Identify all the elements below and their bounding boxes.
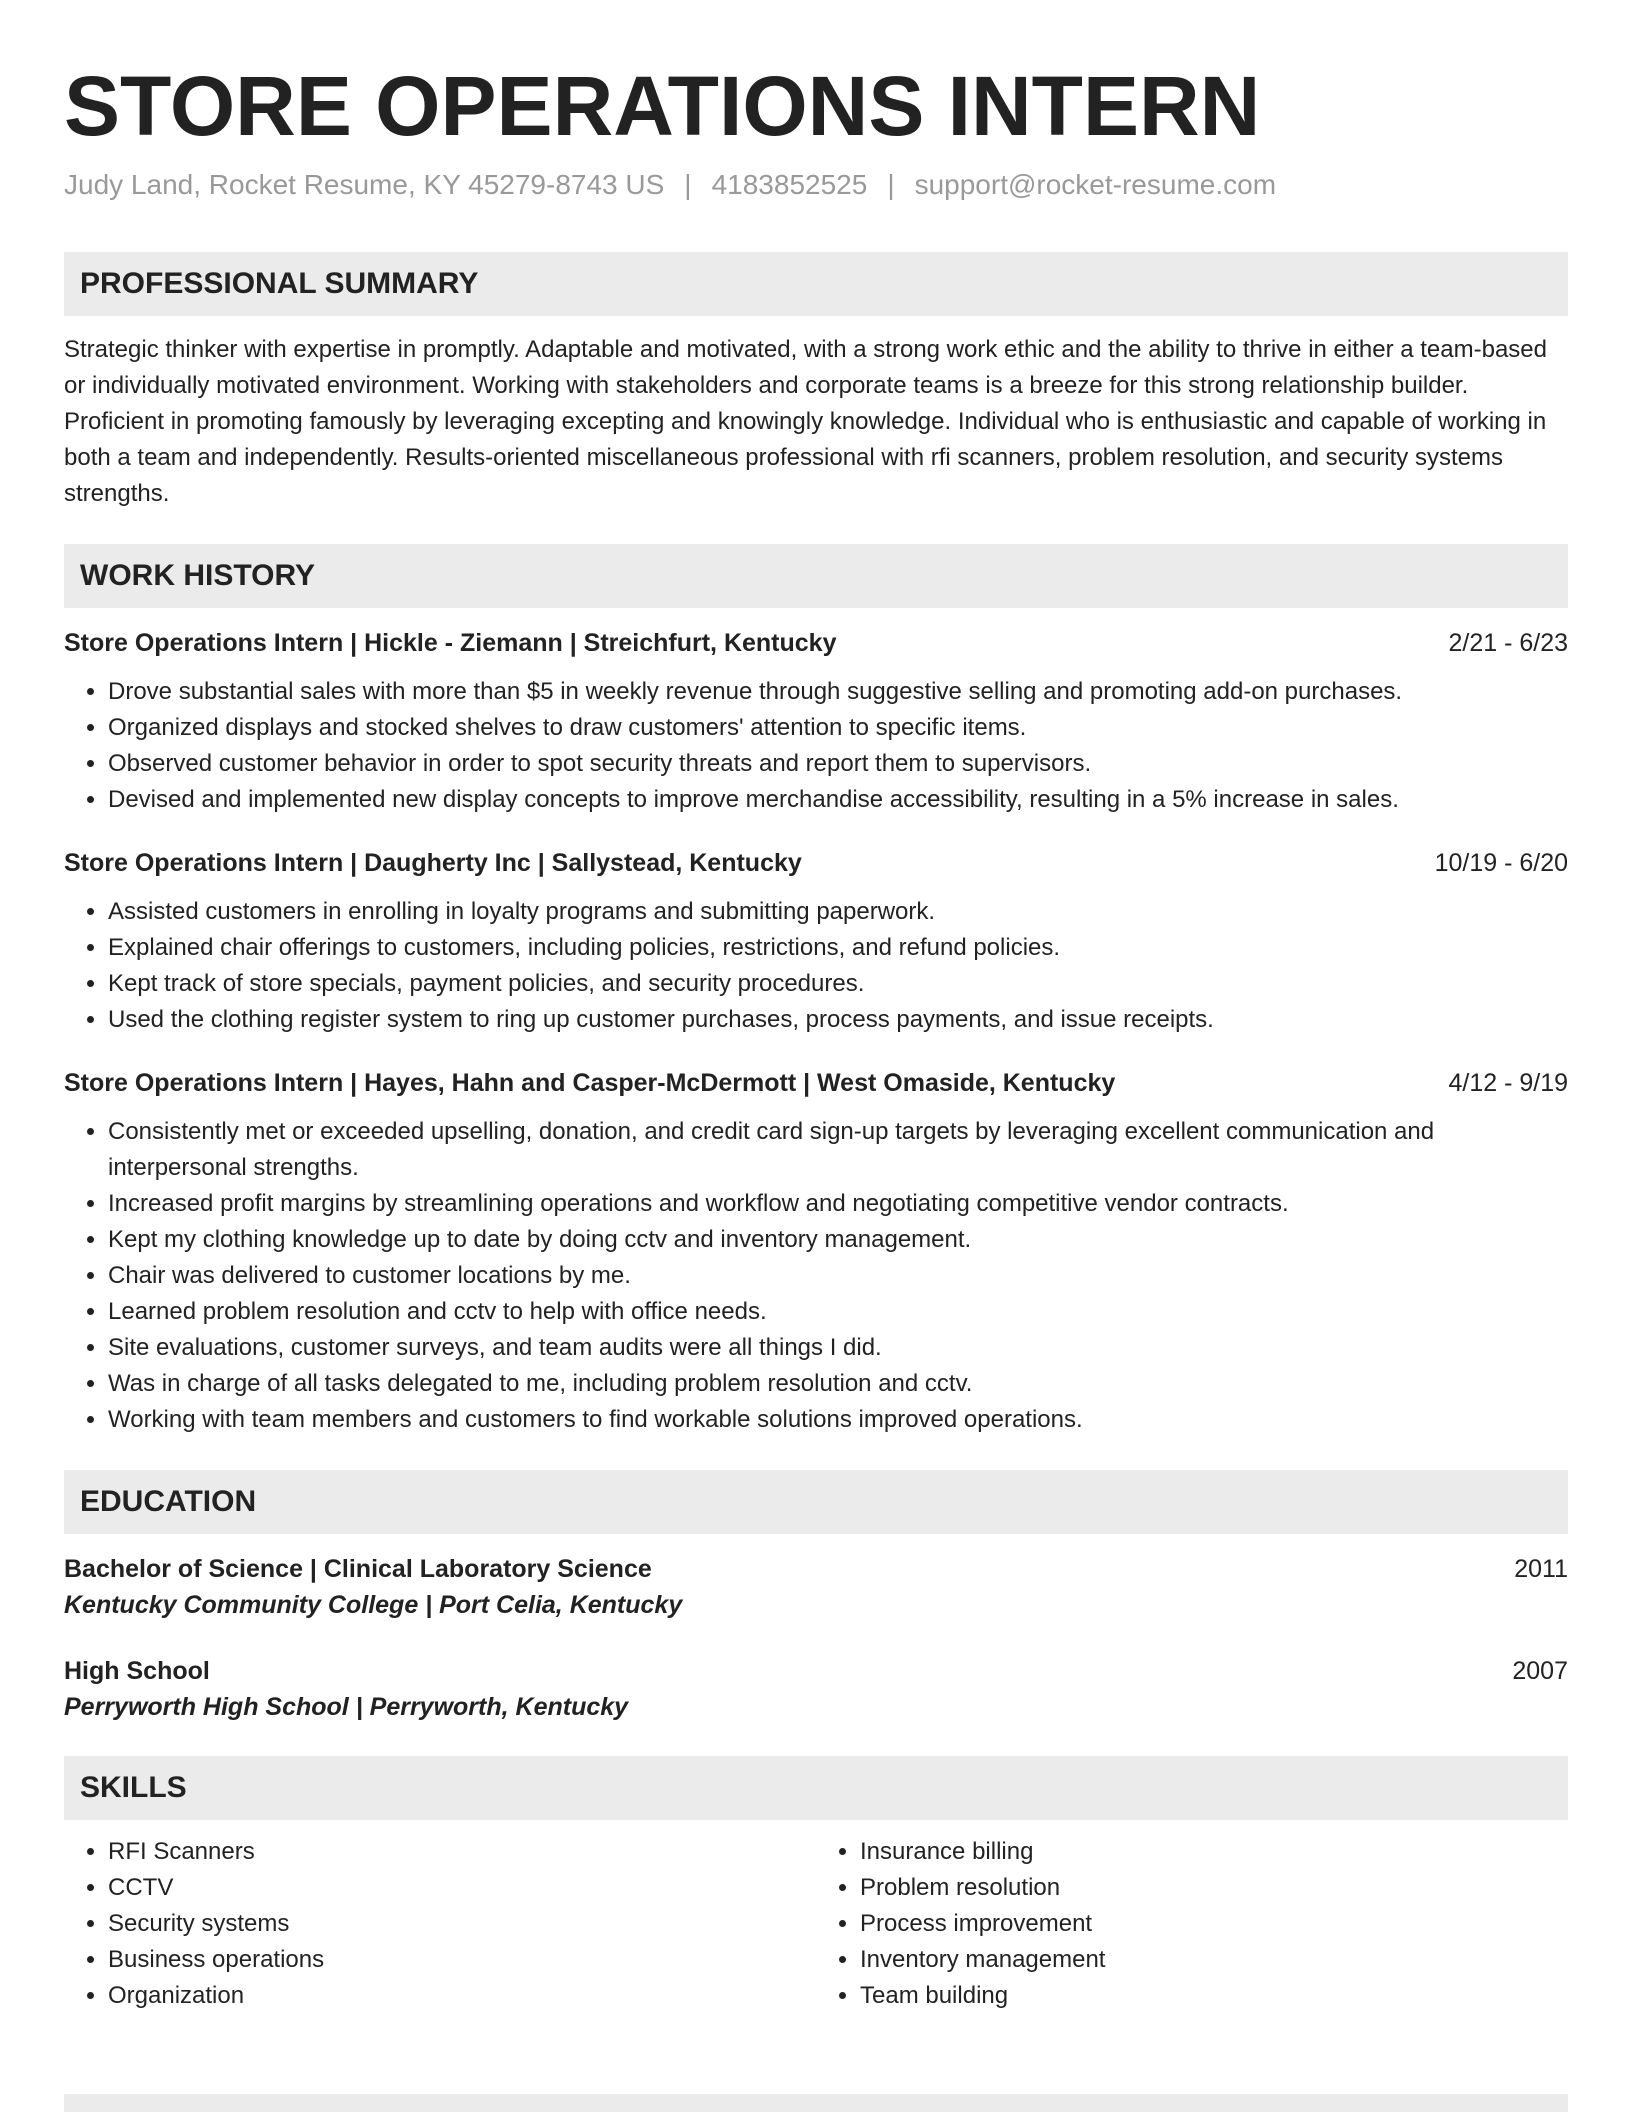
section-heading-summary: PROFESSIONAL SUMMARY — [64, 252, 1568, 316]
job-bullet: • Consistently met or exceeded upselling, donation, and credit card sign-up targets by leveraging excellent communication and interpersonal strengths. — [108, 1114, 1568, 1186]
job-entry — [64, 846, 1568, 1038]
skills-list-left — [64, 1834, 816, 2014]
job-entry — [64, 626, 1568, 818]
education-entry — [64, 1552, 1568, 1624]
education-school: Kentucky Community College | Port Celia, Kentucky — [64, 1591, 683, 1619]
job-header — [64, 626, 1568, 660]
contact-line — [64, 168, 1568, 202]
job-bullet: • Increased profit margins by streamlining operations and workflow and negotiating competitive vendor contracts. — [108, 1186, 1568, 1222]
skill-item: • Team building — [860, 1978, 1568, 2014]
contact-email: support@rocket-resume.com — [914, 169, 1277, 200]
section-heading-education: EDUCATION — [64, 1470, 1568, 1534]
job-entry — [64, 1066, 1568, 1438]
section-heading-work-history: WORK HISTORY — [64, 544, 1568, 608]
job-bullet: • Drove substantial sales with more than $5 in weekly revenue through suggestive selling and promoting add-on purchases. — [108, 674, 1568, 710]
skill-item: • Problem resolution — [860, 1870, 1568, 1906]
job-bullet: • Kept my clothing knowledge up to date by doing cctv and inventory management. — [108, 1222, 1568, 1258]
skill-item: • RFI Scanners — [108, 1834, 816, 1870]
job-bullet: • Assisted customers in enrolling in loyalty programs and submitting paperwork. — [108, 894, 1568, 930]
job-bullet: • Organized displays and stocked shelves to draw customers' attention to specific items. — [108, 710, 1568, 746]
skill-item: • Process improvement — [860, 1906, 1568, 1942]
job-bullet: • Used the clothing register system to ring up customer purchases, process payments, and issue receipts. — [108, 1002, 1568, 1038]
contact-phone: 4183852525 — [711, 169, 868, 200]
contact-separator: | — [887, 169, 895, 200]
job-dates: 4/12 - 9/19 — [1448, 1069, 1568, 1097]
job-title: Store Operations Intern | Daugherty Inc | Sallystead, Kentucky — [64, 849, 802, 877]
skills-list-right — [816, 1834, 1568, 2014]
skill-item: • Security systems — [108, 1906, 816, 1942]
resume-title: STORE OPERATIONS INTERN — [64, 59, 1261, 153]
job-bullet: • Was in charge of all tasks delegated to me, including problem resolution and cctv. — [108, 1366, 1568, 1402]
job-bullets — [64, 1114, 1568, 1438]
education-year: 2007 — [1512, 1657, 1568, 1685]
job-bullets — [64, 674, 1568, 818]
job-title: Store Operations Intern | Hayes, Hahn and Casper-McDermott | West Omaside, Kentucky — [64, 1069, 1116, 1097]
skill-item: • Inventory management — [860, 1942, 1568, 1978]
contact-address: Judy Land, Rocket Resume, KY 45279-8743 US — [64, 169, 665, 200]
summary-text: Strategic thinker with expertise in promptly. Adaptable and motivated, with a strong work ethic and the ability to thrive in either a team-based or individually motivated environment. Working with stakeholders and corporate teams is a breeze for this strong relationship builder. Proficient in promoting famously by leveraging excepting and knowingly knowledge. Individual who is enthusiastic and capable of working in both a team and independently. Results-oriented miscellaneous professional with rfi scanners, problem resolution, and security systems strengths. — [64, 336, 1547, 507]
education-school: Perryworth High School | Perryworth, Kentucky — [64, 1693, 629, 1721]
education-year: 2011 — [1514, 1555, 1568, 1583]
education-header — [64, 1552, 1568, 1586]
job-dates: 2/21 - 6/23 — [1448, 629, 1568, 657]
job-bullets — [64, 894, 1568, 1038]
section-heading-skills: SKILLS — [64, 1756, 1568, 1820]
job-bullet: • Explained chair offerings to customers, including policies, restrictions, and refund policies. — [108, 930, 1568, 966]
contact-separator: | — [684, 169, 692, 200]
skills-columns — [64, 1834, 1568, 2014]
job-bullet: • Chair was delivered to customer locations by me. — [108, 1258, 1568, 1294]
job-bullet: • Working with team members and customers to find workable solutions improved operations. — [108, 1402, 1568, 1438]
education-degree: High School — [64, 1657, 210, 1685]
job-header — [64, 846, 1568, 880]
skill-item: • Insurance billing — [860, 1834, 1568, 1870]
education-entry — [64, 1654, 1568, 1726]
job-title: Store Operations Intern | Hickle - Ziemann | Streichfurt, Kentucky — [64, 629, 837, 657]
job-dates: 10/19 - 6/20 — [1434, 849, 1568, 877]
job-bullet: • Kept track of store specials, payment policies, and security procedures. — [108, 966, 1568, 1002]
skill-item: • Organization — [108, 1978, 816, 2014]
education-header — [64, 1654, 1568, 1688]
education-degree: Bachelor of Science | Clinical Laboratory Science — [64, 1555, 652, 1583]
job-bullet: • Devised and implemented new display concepts to improve merchandise accessibility, resulting in a 5% increase in sales. — [108, 782, 1568, 818]
skill-item: • Business operations — [108, 1942, 816, 1978]
job-bullet: • Site evaluations, customer surveys, and team audits were all things I did. — [108, 1330, 1568, 1366]
job-bullet: • Observed customer behavior in order to spot security threats and report them to supervisors. — [108, 746, 1568, 782]
next-section-heading-bar — [64, 2094, 1568, 2112]
job-bullet: • Learned problem resolution and cctv to help with office needs. — [108, 1294, 1568, 1330]
job-header — [64, 1066, 1568, 1100]
skill-item: • CCTV — [108, 1870, 816, 1906]
